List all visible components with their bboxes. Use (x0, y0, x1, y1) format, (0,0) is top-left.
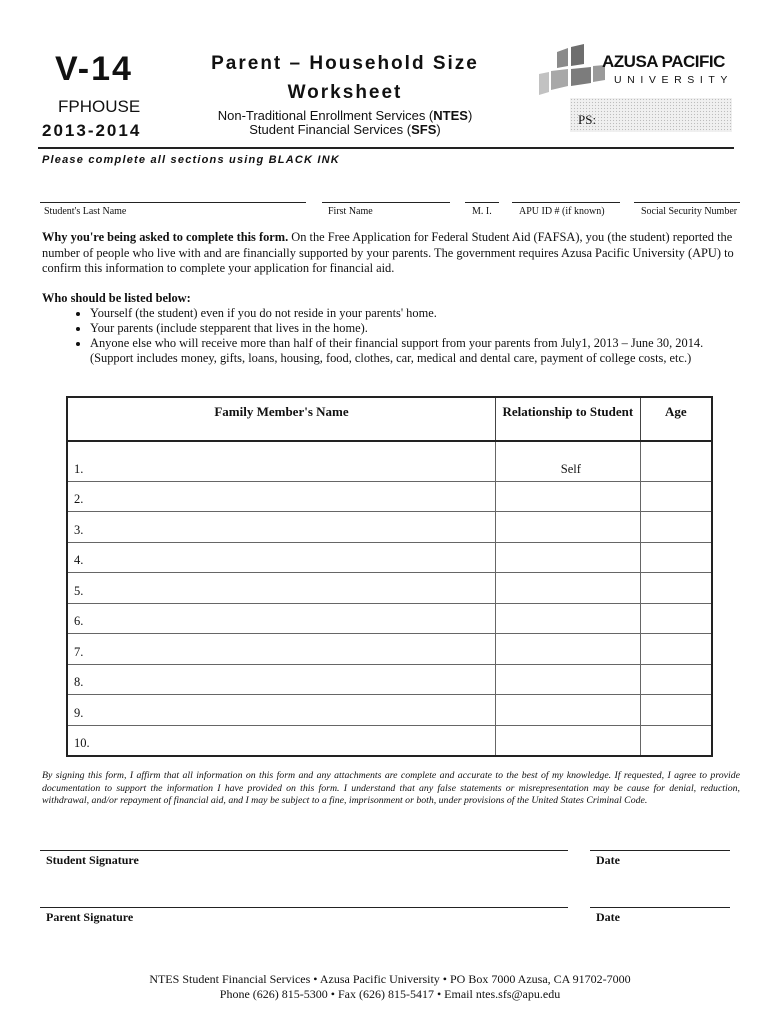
row-number: 8. (74, 675, 84, 689)
affirmation-statement: By signing this form, I affirm that all information on this form and any attachments are complete and accurate to the best of my knowledge. If requested, I agree to provide documentation to support the information I have provided on this form. I understand that any false statements or misrepresentation may be cause for denial, reduction, withdrawal, and/or repayment of financial aid, and I may be subject to a fine, imprisonment or both, under provisions of the United States Criminal Code. (42, 770, 740, 806)
row-number: 2. (74, 492, 84, 506)
row-number: 6. (74, 614, 84, 628)
table-row (67, 603, 712, 634)
member-name-cell[interactable] (67, 603, 495, 634)
table-row (67, 441, 712, 481)
age-cell[interactable] (640, 725, 712, 756)
form-code: V-14 (55, 50, 133, 88)
relationship-cell[interactable] (495, 664, 640, 695)
row-number: 4. (74, 553, 84, 567)
age-cell[interactable] (640, 695, 712, 726)
age-cell[interactable] (640, 603, 712, 634)
student-signature-line[interactable] (40, 850, 568, 851)
column-header-name: Family Member's Name (67, 397, 495, 441)
ssn-field[interactable] (634, 202, 740, 203)
age-cell[interactable] (640, 634, 712, 665)
ssn-label: Social Security Number (641, 206, 738, 217)
who-section (42, 291, 742, 366)
form-title-line2: Worksheet (287, 82, 403, 103)
first-name-label: First Name (328, 206, 373, 217)
table-row (67, 573, 712, 604)
who-list-item: • Your parents (include stepparent that lives in the home). (90, 321, 742, 336)
row-number: 3. (74, 522, 84, 537)
table-row (67, 542, 712, 573)
row-number: 9. (74, 705, 84, 720)
member-name-cell[interactable] (67, 542, 495, 573)
member-name-cell[interactable] (67, 695, 495, 726)
relationship-cell[interactable]: Self (495, 441, 640, 481)
relationship-cell[interactable] (495, 481, 640, 512)
age-cell[interactable] (640, 664, 712, 695)
table-row (67, 664, 712, 695)
student-date-line[interactable] (590, 850, 730, 851)
department-line1: Non-Traditional Enrollment Services (NTES) (217, 108, 473, 123)
header-divider (38, 147, 734, 149)
department-line2: Student Financial Services (SFS) (249, 122, 441, 137)
column-header-age: Age (640, 397, 712, 441)
student-date-label: Date (596, 853, 620, 867)
footer-contact: Phone (626) 815-5300 • Fax (626) 815-5417 • Email ntes.sfs@apu.edu (219, 987, 561, 1001)
first-name-field[interactable] (322, 202, 450, 203)
form-subcode: FPHOUSE (58, 97, 141, 116)
member-name-cell[interactable] (67, 481, 495, 512)
parent-signature-label: Parent Signature (46, 910, 134, 924)
relationship-cell[interactable] (495, 573, 640, 604)
apu-id-label: APU ID # (if known) (519, 206, 605, 217)
student-last-name-field[interactable] (40, 202, 306, 203)
who-heading: Who should be listed below: (42, 291, 191, 305)
relationship-cell[interactable] (495, 725, 640, 756)
who-list-item: • Yourself (the student) even if you do not reside in your parents' home. (90, 306, 742, 321)
table-row (67, 725, 712, 756)
relationship-cell[interactable] (495, 695, 640, 726)
relationship-cell[interactable] (495, 542, 640, 573)
parent-signature-line[interactable] (40, 907, 568, 908)
member-name-cell[interactable] (67, 573, 495, 604)
member-name-cell[interactable] (67, 634, 495, 665)
student-last-name-label: Student's Last Name (44, 206, 127, 217)
university-logo-subtitle: UNIVERSITY (614, 74, 734, 86)
footer-address: NTES Student Financial Services • Azusa Pacific University • PO Box 7000 Azusa, CA 91702-7000 (149, 972, 631, 986)
household-table (66, 396, 713, 750)
form-title-line1: Parent – Household Size (211, 53, 479, 74)
apu-id-field[interactable] (512, 202, 620, 203)
age-cell[interactable] (640, 441, 712, 481)
row-number: 10. (74, 735, 90, 750)
relationship-cell[interactable] (495, 512, 640, 543)
award-year: 2013-2014 (42, 121, 142, 140)
parent-date-label: Date (596, 910, 620, 924)
age-cell[interactable] (640, 573, 712, 604)
table-row (67, 634, 712, 665)
relationship-cell[interactable] (495, 634, 640, 665)
student-signature-label: Student Signature (46, 853, 139, 867)
university-logo-icon (537, 44, 607, 96)
middle-initial-field[interactable] (465, 202, 499, 203)
member-name-cell[interactable] (67, 664, 495, 695)
who-list (42, 306, 742, 366)
table-row (67, 695, 712, 726)
row-number: 7. (74, 644, 84, 659)
row-number: 5. (74, 583, 84, 598)
relationship-cell[interactable] (495, 603, 640, 634)
member-name-cell[interactable] (67, 725, 495, 756)
age-cell[interactable] (640, 481, 712, 512)
age-cell[interactable] (640, 542, 712, 573)
member-name-cell[interactable] (67, 441, 495, 481)
who-list-item: • Anyone else who will receive more than half of their financial support from your parents from July1, 2013 – June 30, 2014. (Support includes money, gifts, loans, housing, food, clothes, car, medical and dental care, payment of college costs, etc.) (90, 336, 742, 366)
ps-label: PS: (578, 112, 597, 127)
row-number: 1. (74, 461, 84, 476)
column-header-relationship: Relationship to Student (495, 397, 640, 441)
middle-initial-label: M. I. (472, 206, 492, 217)
age-cell[interactable] (640, 512, 712, 543)
parent-date-line[interactable] (590, 907, 730, 908)
member-name-cell[interactable] (67, 512, 495, 543)
university-logo-name: AZUSA PACIFIC (602, 52, 725, 71)
table-row (67, 481, 712, 512)
ink-instruction: Please complete all sections using BLACK INK (42, 154, 340, 166)
table-row (67, 512, 712, 543)
why-paragraph: Why you're being asked to complete this form. On the Free Application for Federal Student Aid (FAFSA), you (the student) reported the number of people who live with and are financially supported by your parents. The government requires Azusa Pacific University (APU) to confirm this information to complete your application for financial aid. (42, 230, 734, 275)
